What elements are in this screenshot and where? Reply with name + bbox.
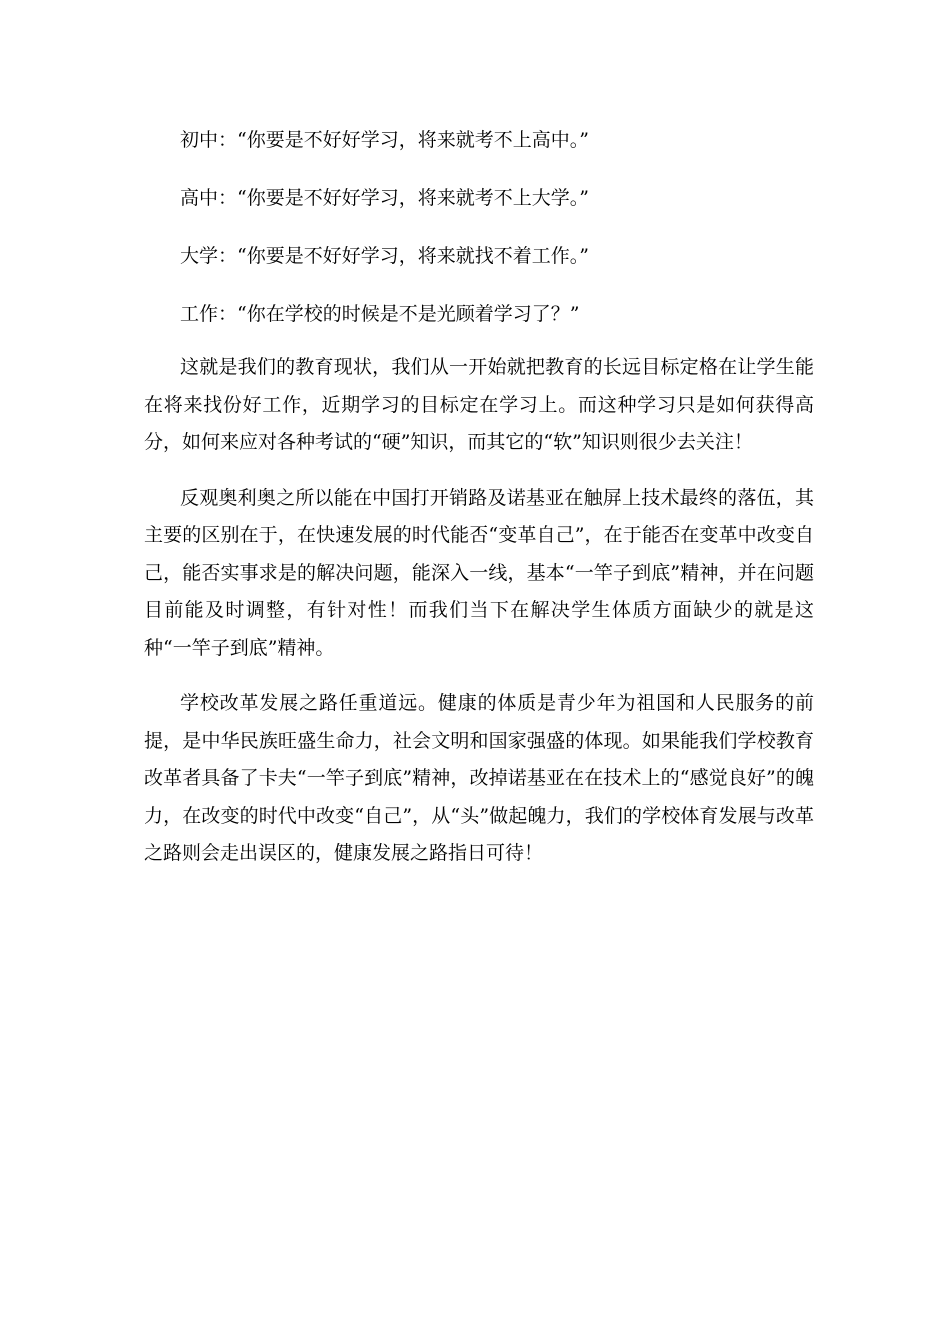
paragraph-school-reform: 学校改革发展之路任重道远。健康的体质是青少年为祖国和人民服务的前提，是中华民族旺盛生命力，社会文明和国家强盛的体现。如果能我们学校教育改革者具备了卡夫“一竿子到底”精神，改掉诺基亚在在技术上的“感觉良好”的魄力，在改变的时代中改变“自己”，从“头”做起魄力，我们的学校体育发展与改革之路则会走出误区的，健康发展之路指日可待！ — [144, 692, 814, 864]
document-body — [144, 121, 814, 891]
dialog-line-work: 工作：“你在学校的时候是不是光顾着学习了？” — [180, 303, 580, 325]
dialog-line-university: 大学：“你要是不好好学习，将来就找不着工作。” — [180, 245, 589, 267]
dialog-line-junior-high: 初中：“你要是不好好学习，将来就考不上高中。” — [180, 129, 589, 151]
paragraph-oreo-nokia: 反观奥利奥之所以能在中国打开销路及诺基亚在触屏上技术最终的落伍，其主要的区别在于，在快速发展的时代能否“变革自己”，在于能否在变革中改变自己，能否实事求是的解决问题，能深入一线，基本“一竿子到底”精神，并在问题目前能及时调整，有针对性！而我们当下在解决学生体质方面缺少的就是这种“一竿子到底”精神。 — [144, 486, 814, 659]
paragraph-education-status: 这就是我们的教育现状，我们从一开始就把教育的长远目标定格在让学生能在将来找份好工作，近期学习的目标定在学习上。而这种学习只是如何获得高分，如何来应对各种考试的“硬”知识，而其它的“软”知识则很少去关注！ — [144, 356, 814, 453]
dialog-line-senior-high: 高中：“你要是不好好学习，将来就考不上大学。” — [180, 187, 589, 209]
